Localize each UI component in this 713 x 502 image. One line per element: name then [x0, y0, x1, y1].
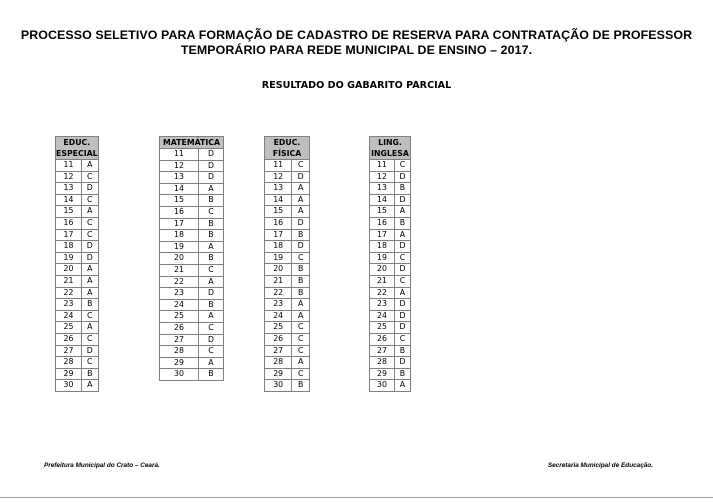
answer-cell: A	[198, 276, 223, 288]
question-number-cell: 21	[370, 275, 395, 287]
table-row	[265, 310, 310, 322]
answer-key-table-ling-inglesa	[369, 136, 411, 392]
table-row	[160, 334, 224, 346]
answer-cell: D	[81, 252, 98, 264]
answer-cell: C	[394, 252, 410, 264]
answer-cell: D	[198, 149, 223, 161]
question-number-cell: 18	[56, 241, 82, 253]
table-row	[265, 368, 310, 380]
answer-cell: C	[81, 171, 98, 183]
answer-cell: A	[292, 194, 310, 206]
answer-cell: C	[198, 264, 223, 276]
question-number-cell: 22	[370, 287, 395, 299]
question-number-cell: 25	[265, 322, 292, 334]
answer-cell: A	[198, 357, 223, 369]
table-row	[56, 264, 99, 276]
answer-cell: A	[81, 322, 98, 334]
table-row	[370, 368, 411, 380]
question-number-cell: 29	[370, 368, 395, 380]
table-row	[265, 275, 310, 287]
answer-cell: C	[198, 322, 223, 334]
question-number-cell: 17	[160, 218, 199, 230]
table-row	[370, 241, 411, 253]
answer-cell: B	[198, 253, 223, 265]
answer-cell: D	[81, 241, 98, 253]
table-row	[370, 171, 411, 183]
question-number-cell: 19	[265, 252, 292, 264]
answer-cell: A	[394, 206, 410, 218]
question-number-cell: 24	[56, 310, 82, 322]
table-row	[160, 183, 224, 195]
table-row	[56, 345, 99, 357]
question-number-cell: 14	[370, 194, 395, 206]
question-number-cell: 15	[160, 195, 199, 207]
table-row	[265, 206, 310, 218]
table-row	[160, 206, 224, 218]
table-row	[160, 230, 224, 242]
answer-cell: C	[292, 160, 310, 172]
question-number-cell: 20	[265, 264, 292, 276]
question-number-cell: 26	[370, 333, 395, 345]
answer-cell: A	[81, 264, 98, 276]
table-row	[160, 264, 224, 276]
answer-cell: D	[394, 194, 410, 206]
answer-key-table-matematica	[159, 136, 224, 381]
table-row	[160, 346, 224, 358]
table-header-line-1: EDUC.	[273, 138, 301, 147]
question-number-cell: 12	[370, 171, 395, 183]
table-header-line-2: ESPECIAL	[56, 149, 98, 158]
table-row	[265, 241, 310, 253]
table-row	[370, 229, 411, 241]
table-header-line-2: INGLESA	[371, 149, 409, 158]
question-number-cell: 30	[370, 380, 395, 392]
question-number-cell: 30	[265, 380, 292, 392]
table-row	[370, 183, 411, 195]
question-number-cell: 13	[265, 183, 292, 195]
table-header	[370, 137, 411, 160]
answer-cell: C	[81, 217, 98, 229]
answer-cell: C	[198, 206, 223, 218]
table-header-line-1: EDUC.	[63, 138, 91, 147]
table-row	[56, 368, 99, 380]
question-number-cell: 14	[56, 194, 82, 206]
answer-cell: B	[81, 368, 98, 380]
answer-cell: D	[394, 322, 410, 334]
question-number-cell: 23	[56, 299, 82, 311]
table-row	[160, 369, 224, 381]
question-number-cell: 16	[56, 217, 82, 229]
answer-cell: A	[81, 160, 98, 172]
answer-cell: D	[394, 357, 410, 369]
table-row	[160, 218, 224, 230]
question-number-cell: 21	[265, 275, 292, 287]
question-number-cell: 30	[160, 369, 199, 381]
answer-cell: C	[81, 229, 98, 241]
question-number-cell: 16	[160, 206, 199, 218]
answer-cell: A	[81, 287, 98, 299]
answer-cell: D	[394, 310, 410, 322]
answer-cell: B	[394, 217, 410, 229]
question-number-cell: 13	[56, 183, 82, 195]
answer-cell: D	[198, 160, 223, 172]
answer-cell: C	[394, 333, 410, 345]
answer-cell: C	[292, 345, 310, 357]
question-number-cell: 27	[265, 345, 292, 357]
question-number-cell: 15	[265, 206, 292, 218]
question-number-cell: 17	[265, 229, 292, 241]
table-header	[56, 137, 99, 160]
question-number-cell: 14	[265, 194, 292, 206]
question-number-cell: 12	[160, 160, 199, 172]
table-row	[56, 310, 99, 322]
question-number-cell: 16	[370, 217, 395, 229]
answer-key-table-educ-fisica	[264, 136, 310, 392]
table-body	[160, 149, 224, 381]
table-row	[160, 276, 224, 288]
answer-cell: D	[394, 264, 410, 276]
table-header	[160, 137, 224, 149]
question-number-cell: 28	[56, 357, 82, 369]
question-number-cell: 13	[160, 172, 199, 184]
answer-cell: C	[292, 252, 310, 264]
question-number-cell: 23	[160, 288, 199, 300]
table-row	[56, 380, 99, 392]
question-number-cell: 27	[160, 334, 199, 346]
question-number-cell: 17	[56, 229, 82, 241]
question-number-cell: 28	[160, 346, 199, 358]
table-row	[56, 160, 99, 172]
answer-cell: D	[394, 171, 410, 183]
table-row	[265, 171, 310, 183]
footer-right: Secretaria Municipal de Educação.	[547, 462, 653, 469]
table-row	[56, 183, 99, 195]
table-row	[265, 194, 310, 206]
table-row	[160, 357, 224, 369]
question-number-cell: 24	[370, 310, 395, 322]
answer-cell: C	[198, 346, 223, 358]
table-row	[56, 229, 99, 241]
table-row	[160, 241, 224, 253]
answer-cell: B	[292, 229, 310, 241]
table-row	[56, 322, 99, 334]
answer-cell: A	[292, 310, 310, 322]
table-row	[56, 241, 99, 253]
table-body	[370, 160, 411, 392]
question-number-cell: 26	[160, 322, 199, 334]
answer-cell: D	[292, 241, 310, 253]
table-row	[370, 194, 411, 206]
answer-cell: A	[81, 275, 98, 287]
answer-cell: C	[292, 322, 310, 334]
table-row	[265, 217, 310, 229]
question-number-cell: 21	[56, 275, 82, 287]
table-row	[370, 287, 411, 299]
answer-cell: B	[292, 380, 310, 392]
answer-cell: A	[292, 299, 310, 311]
answer-cell: D	[198, 288, 223, 300]
table-header-line-1: MATEMÁTICA	[163, 138, 220, 147]
table-row	[265, 229, 310, 241]
answer-cell: B	[198, 230, 223, 242]
question-number-cell: 25	[160, 311, 199, 323]
answer-cell: B	[198, 369, 223, 381]
answer-cell: C	[394, 275, 410, 287]
question-number-cell: 30	[56, 380, 82, 392]
answer-cell: D	[394, 241, 410, 253]
answer-cell: A	[394, 287, 410, 299]
table-row	[265, 252, 310, 264]
answer-cell: A	[81, 206, 98, 218]
table-row	[370, 333, 411, 345]
table-row	[370, 206, 411, 218]
answer-cell: C	[81, 194, 98, 206]
question-number-cell: 27	[370, 345, 395, 357]
question-number-cell: 16	[265, 217, 292, 229]
table-row	[160, 288, 224, 300]
table-row	[265, 333, 310, 345]
document-subtitle: RESULTADO DO GABARITO PARCIAL	[261, 80, 452, 91]
question-number-cell: 21	[160, 264, 199, 276]
table-header	[265, 137, 310, 160]
question-number-cell: 20	[160, 253, 199, 265]
answer-cell: D	[292, 217, 310, 229]
answer-cell: B	[198, 218, 223, 230]
question-number-cell: 18	[265, 241, 292, 253]
answer-cell: C	[81, 357, 98, 369]
table-row	[265, 299, 310, 311]
table-body	[265, 160, 310, 392]
answer-cell: C	[292, 333, 310, 345]
table-row	[370, 345, 411, 357]
answer-cell: D	[198, 172, 223, 184]
question-number-cell: 24	[265, 310, 292, 322]
table-row	[265, 287, 310, 299]
table-row	[56, 252, 99, 264]
table-row	[160, 149, 224, 161]
answer-cell: B	[394, 183, 410, 195]
question-number-cell: 18	[160, 230, 199, 242]
answer-cell: D	[292, 171, 310, 183]
answer-cell: C	[292, 368, 310, 380]
answer-cell: B	[292, 264, 310, 276]
table-row	[370, 252, 411, 264]
table-row	[56, 333, 99, 345]
table-header-line-1: LING.	[378, 138, 402, 147]
answer-cell: A	[81, 380, 98, 392]
table-row	[370, 264, 411, 276]
question-number-cell: 22	[56, 287, 82, 299]
question-number-cell: 29	[160, 357, 199, 369]
question-number-cell: 19	[370, 252, 395, 264]
table-row	[370, 310, 411, 322]
answer-cell: A	[292, 183, 310, 195]
table-row	[265, 345, 310, 357]
table-row	[160, 311, 224, 323]
question-number-cell: 20	[56, 264, 82, 276]
table-row	[265, 380, 310, 392]
answer-cell: B	[394, 345, 410, 357]
table-header-line-2: FÍSICA	[272, 149, 302, 158]
table-row	[160, 253, 224, 265]
table-row	[56, 194, 99, 206]
question-number-cell: 23	[265, 299, 292, 311]
table-row	[370, 322, 411, 334]
question-number-cell: 11	[160, 149, 199, 161]
question-number-cell: 29	[265, 368, 292, 380]
question-number-cell: 29	[56, 368, 82, 380]
answer-cell: A	[292, 357, 310, 369]
answer-cell: B	[81, 299, 98, 311]
question-number-cell: 24	[160, 299, 199, 311]
question-number-cell: 19	[56, 252, 82, 264]
answer-cell: B	[292, 275, 310, 287]
answer-cell: A	[394, 229, 410, 241]
question-number-cell: 19	[160, 241, 199, 253]
answer-cell: B	[292, 287, 310, 299]
question-number-cell: 12	[265, 171, 292, 183]
question-number-cell: 22	[265, 287, 292, 299]
table-row	[265, 322, 310, 334]
table-body	[56, 160, 99, 392]
question-number-cell: 11	[56, 160, 82, 172]
table-row	[160, 195, 224, 207]
answer-cell: C	[81, 333, 98, 345]
question-number-cell: 11	[265, 160, 292, 172]
table-row	[56, 275, 99, 287]
table-row	[265, 183, 310, 195]
table-row	[160, 322, 224, 334]
table-row	[265, 357, 310, 369]
question-number-cell: 14	[160, 183, 199, 195]
question-number-cell: 25	[56, 322, 82, 334]
table-row	[160, 172, 224, 184]
table-row	[56, 206, 99, 218]
document-title	[0, 28, 713, 58]
question-number-cell: 28	[370, 357, 395, 369]
question-number-cell: 23	[370, 299, 395, 311]
table-row	[56, 299, 99, 311]
table-row	[56, 287, 99, 299]
table-row	[370, 160, 411, 172]
table-row	[370, 217, 411, 229]
question-number-cell: 25	[370, 322, 395, 334]
footer-left: Prefeitura Municipal do Crato – Ceará.	[44, 462, 160, 469]
answer-cell: A	[292, 206, 310, 218]
answer-cell: D	[394, 299, 410, 311]
question-number-cell: 26	[56, 333, 82, 345]
table-row	[265, 160, 310, 172]
answer-cell: A	[198, 311, 223, 323]
answer-cell: C	[81, 310, 98, 322]
answer-cell: A	[394, 380, 410, 392]
answer-cell: D	[81, 183, 98, 195]
question-number-cell: 28	[265, 357, 292, 369]
table-row	[370, 357, 411, 369]
answer-cell: B	[198, 299, 223, 311]
question-number-cell: 15	[56, 206, 82, 218]
question-number-cell: 17	[370, 229, 395, 241]
table-row	[56, 217, 99, 229]
table-row	[56, 171, 99, 183]
question-number-cell: 13	[370, 183, 395, 195]
answer-cell: A	[198, 183, 223, 195]
table-row	[370, 299, 411, 311]
answer-cell: A	[198, 241, 223, 253]
question-number-cell: 20	[370, 264, 395, 276]
answer-cell: C	[394, 160, 410, 172]
table-row	[370, 380, 411, 392]
answer-cell: D	[198, 334, 223, 346]
title-line-2: TEMPORÁRIO PARA REDE MUNICIPAL DE ENSINO – 2017.	[180, 43, 533, 57]
question-number-cell: 15	[370, 206, 395, 218]
table-row	[370, 275, 411, 287]
question-number-cell: 18	[370, 241, 395, 253]
question-number-cell: 11	[370, 160, 395, 172]
page-bottom-divider	[0, 497, 713, 498]
answer-cell: B	[394, 368, 410, 380]
question-number-cell: 27	[56, 345, 82, 357]
table-row	[160, 160, 224, 172]
answer-cell: D	[81, 345, 98, 357]
title-line-1: PROCESSO SELETIVO PARA FORMAÇÃO DE CADASTRO DE RESERVA PARA CONTRATAÇÃO DE PROFESSOR	[20, 28, 693, 42]
question-number-cell: 12	[56, 171, 82, 183]
table-row	[160, 299, 224, 311]
table-row	[56, 357, 99, 369]
answer-cell: B	[198, 195, 223, 207]
question-number-cell: 22	[160, 276, 199, 288]
table-row	[265, 264, 310, 276]
answer-key-table-educ-especial	[55, 136, 99, 392]
question-number-cell: 26	[265, 333, 292, 345]
